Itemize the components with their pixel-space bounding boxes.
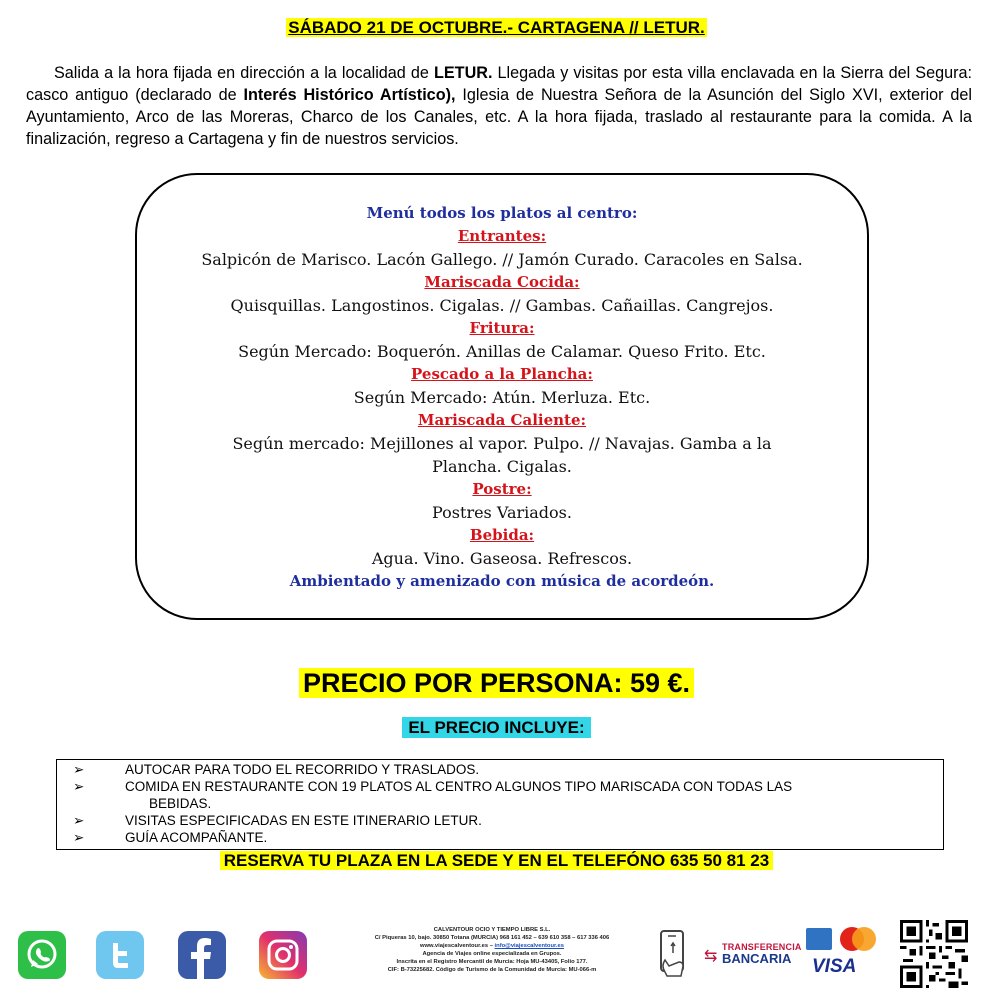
list-item-continuation (65, 795, 935, 812)
includes-heading-text: EL PRECIO INCLUYE: (402, 717, 590, 738)
menu-items-mariscada-cocida: Quisquillas. Langostinos. Cigalas. // Gambas. Cañaillas. Cangrejos. (230, 296, 774, 315)
intro-text-2: Llegada y visitas por esta villa enclavada en la Sierra del Segura: casco antiguo (declarado de (26, 64, 972, 104)
list-item (65, 778, 935, 795)
price-banner (0, 668, 993, 699)
bank-transfer-logo (702, 940, 800, 970)
menu-items-fritura: Según Mercado: Boquerón. Anillas de Calamar. Queso Frito. Etc. (238, 342, 766, 361)
mastercard-icon (838, 926, 878, 952)
mobile-payment-icon (655, 928, 693, 982)
bullet-spacer (65, 795, 125, 812)
company-info (352, 926, 632, 974)
list-item (65, 761, 935, 778)
intro-text-3: Iglesia de Nuestra Señora de la Asunción del Siglo XVI, exterior del Ayuntamiento, Arco de las Moreras, Charco de los Canales, etc. A la hora fijada, traslado al restaurante para la comida. A la finalización, regreso a Cartagena y fin de nuestros servicios. (26, 86, 972, 148)
whatsapp-icon[interactable] (18, 931, 66, 979)
menu-items-pescado: Según Mercado: Atún. Merluza. Etc. (353, 388, 651, 407)
price-text: PRECIO POR PERSONA: 59 €. (299, 668, 694, 698)
menu-items-mariscada-caliente: Según mercado: Mejillones al vapor. Pulpo. // Navajas. Gamba a la Plancha. Cigalas. (232, 434, 772, 476)
amex-card-icon (806, 928, 832, 950)
document-title (0, 18, 993, 38)
menu-items-postre: Postres Variados. (432, 503, 572, 522)
twitter-icon[interactable] (96, 931, 144, 979)
intro-bold-interes: Interés Histórico Artístico), (243, 86, 456, 104)
instagram-icon[interactable] (259, 931, 307, 979)
menu-section-fritura: Fritura: (469, 319, 535, 337)
menu-heading: Menú todos los platos al centro: (366, 204, 638, 222)
includes-heading (0, 718, 993, 738)
include-item-text: BEBIDAS. (149, 796, 212, 811)
company-web-link[interactable]: www.viajescalventour.es (420, 943, 489, 949)
company-agency: Agencia de Viajes online especializada en Grupos. (422, 951, 562, 957)
title-text: SÁBADO 21 DE OCTUBRE.- CARTAGENA // LETUR. (288, 18, 705, 37)
company-name: CALVENTOUR OCIO Y TIEMPO LIBRE S.L. (433, 927, 551, 933)
company-registry: Inscrita en el Registro Mercantil de Murcia: Hoja MU-43405, Folio 177. (396, 959, 588, 965)
include-item-text: GUÍA ACOMPAÑANTE. (125, 830, 268, 845)
intro-paragraph (26, 62, 972, 150)
menu-items-bebida: Agua. Vino. Gaseosa. Refrescos. (371, 549, 633, 568)
company-cif: CIF: B-73225682. Código de Turismo de la Comunidad de Murcia: MU-066-m (387, 967, 597, 973)
reserve-banner (0, 851, 993, 871)
transfer-label-1: TRANSFERENCIA (722, 942, 802, 952)
menu-content (150, 202, 854, 593)
menu-section-mariscada-caliente: Mariscada Caliente: (417, 411, 587, 429)
arrow-bullet-icon: ➢ (73, 830, 85, 845)
reserve-text: RESERVA TU PLAZA EN LA SEDE Y EN EL TELEFÓNO 635 50 81 23 (220, 851, 773, 870)
arrow-bullet-icon: ➢ (73, 779, 85, 794)
menu-section-pescado: Pescado a la Plancha: (411, 365, 593, 383)
menu-section-mariscada-cocida: Mariscada Cocida: (424, 273, 580, 291)
list-item (65, 812, 935, 829)
facebook-icon[interactable] (178, 931, 226, 979)
qr-code-icon (900, 920, 968, 988)
menu-section-bebida: Bebida: (469, 526, 535, 544)
visa-logo: VISA (812, 956, 857, 977)
menu-items-entrantes: Salpicón de Marisco. Lacón Gallego. // Jamón Curado. Caracoles en Salsa. (201, 250, 803, 269)
transfer-label-2: BANCARIA (722, 951, 792, 966)
includes-list (56, 759, 944, 850)
transfer-arrows-icon: ⇆ (704, 948, 718, 965)
include-item-text: AUTOCAR PARA TODO EL RECORRIDO Y TRASLADOS. (125, 762, 480, 777)
footer (0, 916, 993, 996)
company-email-link[interactable]: info@viajescalventour.es (494, 943, 564, 949)
include-item-text: VISITAS ESPECIFICADAS EN ESTE ITINERARIO LETUR. (125, 813, 482, 828)
include-item-text: COMIDA EN RESTAURANTE CON 19 PLATOS AL CENTRO ALGUNOS TIPO MARISCADA CON TODAS LAS (125, 779, 793, 794)
menu-footer-note: Ambientado y amenizado con música de acordeón. (289, 572, 715, 590)
company-contact: www.viajescalventour.es – info@viajescalventour.es (420, 943, 564, 949)
arrow-bullet-icon: ➢ (73, 813, 85, 828)
menu-section-entrantes: Entrantes: (457, 227, 547, 245)
menu-section-postre: Postre: (472, 480, 532, 498)
arrow-bullet-icon: ➢ (73, 762, 85, 777)
company-address: C/ Piqueras 10, bajo. 30850 Totana (MURCIA) 968 161 452 – 639 610 358 – 617 336 406 (374, 935, 610, 941)
intro-bold-letur: LETUR. (434, 64, 493, 82)
intro-text-1: Salida a la hora fijada en dirección a la localidad de (54, 64, 434, 82)
list-item (65, 829, 935, 846)
